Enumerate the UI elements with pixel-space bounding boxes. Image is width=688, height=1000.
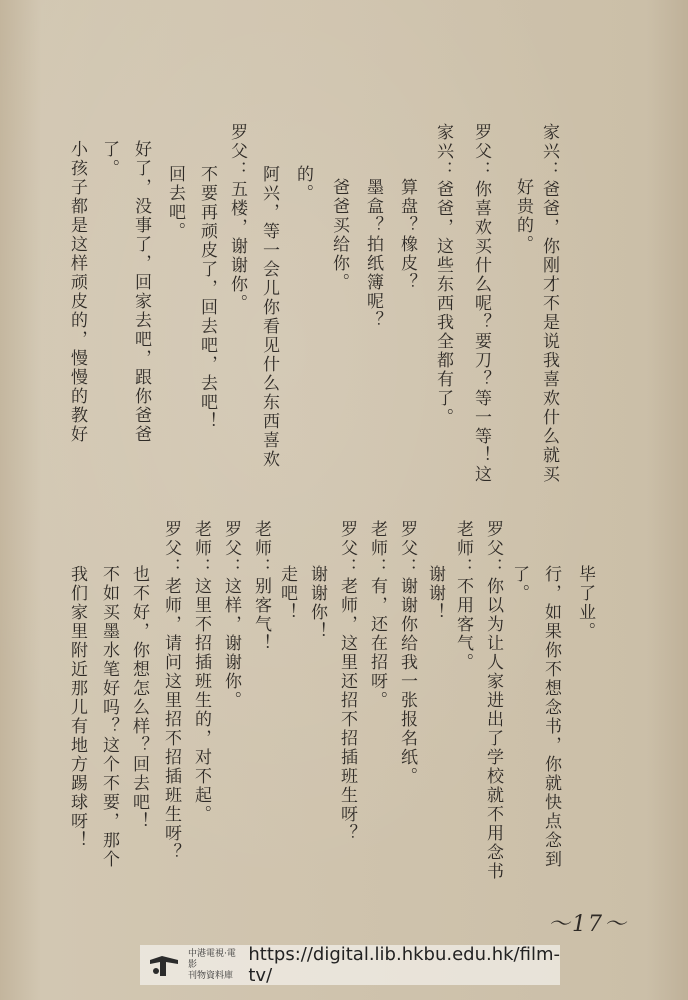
script-line: 阿兴，等一会儿你看见什么东西喜欢 [259, 165, 279, 469]
film-archive-logo-icon [148, 952, 180, 978]
script-line: 小孩子都是这样顽皮的，慢慢的教好 [67, 140, 87, 444]
script-line: 好贵的。 [513, 178, 533, 254]
script-line: 了。 [509, 565, 529, 603]
script-line: 老师：不用客气。 [453, 520, 473, 672]
script-line: 罗父：你以为让人家进出了学校就不用念书 [483, 520, 503, 881]
script-line: 老师：别客气！ [251, 520, 271, 653]
watermark-url[interactable]: https://digital.lib.hkbu.edu.hk/film-tv/ [248, 944, 560, 986]
script-line: 罗父：五楼，谢谢你。 [227, 123, 247, 313]
watermark-banner [140, 945, 560, 985]
script-line: 老师：有，还在招呀。 [367, 520, 387, 710]
script-line: 也不好，你想怎么样？回去吧！ [129, 565, 149, 831]
script-line: 谢谢！ [425, 565, 445, 622]
watermark-logo-line2: 刊物資料庫 [188, 970, 234, 981]
script-line: 不要再顽皮了，回去吧，去吧！ [197, 165, 217, 431]
script-line: 老师：这里不招插班生的，对不起。 [191, 520, 211, 824]
script-line: 罗父：这样，谢谢你。 [221, 520, 241, 710]
script-line: 毕了业。 [575, 565, 595, 641]
script-line: 家兴：爸爸，你刚才不是说我喜欢什么就买 [539, 123, 559, 484]
script-line: 墨盒？拍纸簿呢？ [363, 178, 383, 330]
script-line: 罗父：老师，这里还招不招插班生呀？ [337, 520, 357, 843]
page-number: ～17～ [548, 912, 628, 937]
watermark-logo-text [188, 949, 240, 982]
script-line: 算盘？橡皮？ [397, 178, 417, 292]
script-line: 回去吧。 [165, 165, 185, 241]
script-line: 罗父：你喜欢买什么呢？要刀？等一等！这 [471, 123, 491, 484]
script-line: 我们家里附近那儿有地方踢球呀！ [67, 565, 87, 850]
script-line: 爸爸买给你。 [329, 178, 349, 292]
script-line: 的。 [293, 165, 313, 203]
script-line: 好了，没事了，回家去吧，跟你爸爸 [131, 140, 151, 444]
script-line: 不如买墨水笔好吗？这个不要，那个 [99, 565, 119, 869]
script-line: 罗父：老师，请问这里招不招插班生呀？ [161, 520, 181, 862]
script-line: 家兴：爸爸，这些东西我全都有了。 [433, 123, 453, 427]
watermark-logo-line1: 中港電視·電影 [188, 948, 236, 970]
script-line: 行，如果你不想念书，你就快点念到 [541, 565, 561, 869]
script-line: 了。 [99, 140, 119, 178]
script-line: 罗父：谢谢你给我一张报名纸。 [397, 520, 417, 786]
script-line: 走吧！ [277, 565, 297, 622]
script-line: 谢谢你！ [307, 565, 327, 641]
